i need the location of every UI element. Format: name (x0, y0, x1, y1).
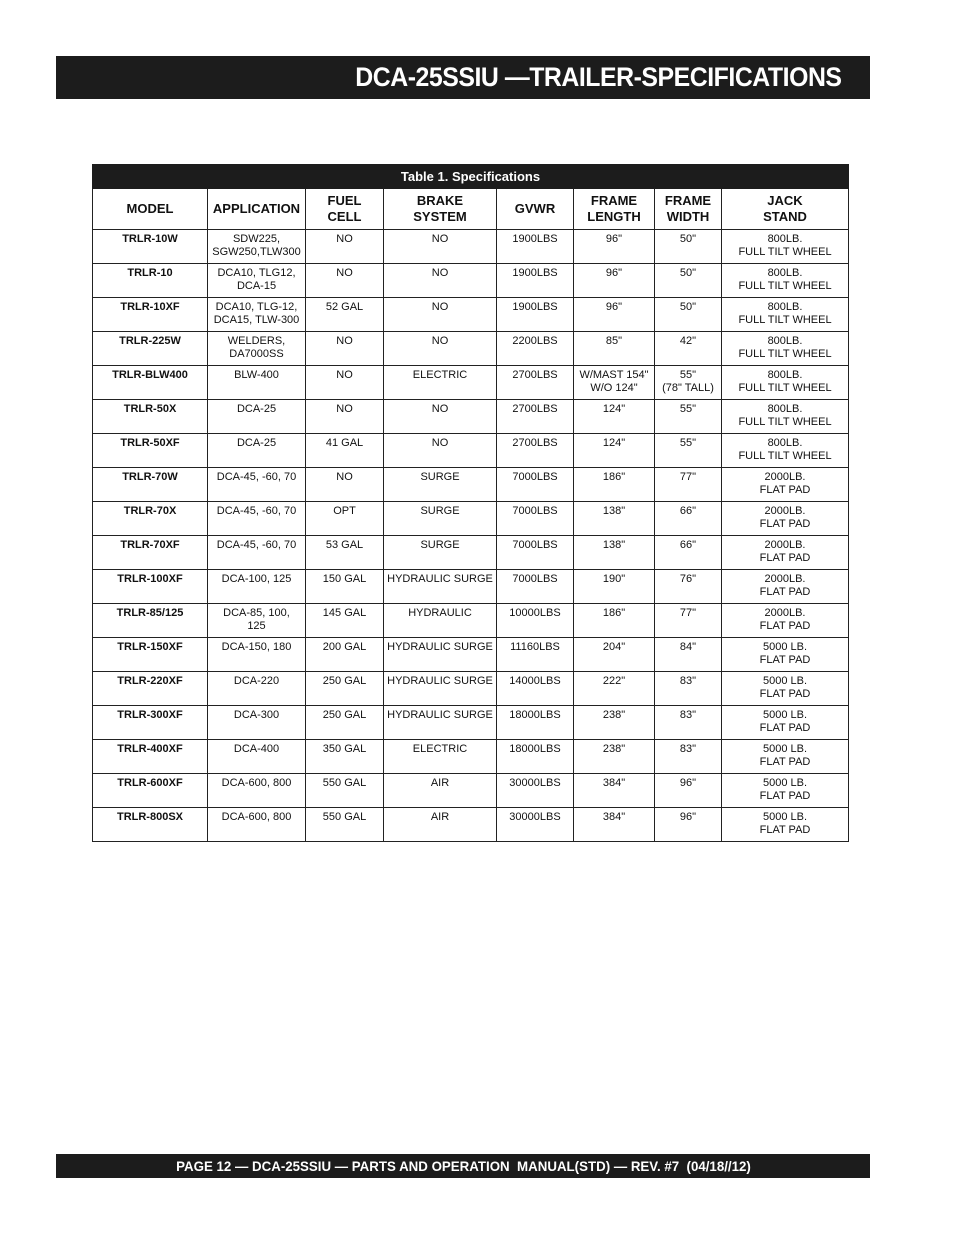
cell-brake-system: HYDRAULIC SURGE (384, 706, 497, 740)
cell-gvwr: 11160LBS (497, 638, 574, 672)
cell-model: TRLR-10W (93, 230, 208, 264)
cell-jack-stand: 800LB. FULL TILT WHEEL (722, 400, 849, 434)
cell-fuel-cell: 200 GAL (306, 638, 384, 672)
cell-brake-system: NO (384, 332, 497, 366)
cell-gvwr: 10000LBS (497, 604, 574, 638)
cell-brake-system: ELECTRIC (384, 366, 497, 400)
cell-fuel-cell: 550 GAL (306, 774, 384, 808)
cell-jack-stand: 2000LB. FLAT PAD (722, 604, 849, 638)
cell-application: DCA-600, 800 (208, 774, 306, 808)
cell-fuel-cell: 145 GAL (306, 604, 384, 638)
table-caption: Table 1. Specifications (92, 164, 849, 189)
cell-gvwr: 30000LBS (497, 808, 574, 842)
header-gvwr: GVWR (497, 189, 574, 230)
cell-frame-width: 84" (655, 638, 722, 672)
cell-frame-width: 96" (655, 774, 722, 808)
cell-model: TRLR-100XF (93, 570, 208, 604)
cell-application: DCA-220 (208, 672, 306, 706)
cell-jack-stand: 5000 LB. FLAT PAD (722, 808, 849, 842)
cell-frame-length: 222" (574, 672, 655, 706)
cell-frame-width: 66" (655, 502, 722, 536)
cell-fuel-cell: 250 GAL (306, 706, 384, 740)
cell-jack-stand: 800LB. FULL TILT WHEEL (722, 298, 849, 332)
cell-model: TRLR-600XF (93, 774, 208, 808)
cell-application: DCA-25 (208, 434, 306, 468)
specifications-table (92, 164, 849, 842)
table-row (93, 434, 849, 468)
cell-jack-stand: 5000 LB. FLAT PAD (722, 740, 849, 774)
cell-frame-width: 66" (655, 536, 722, 570)
cell-frame-width: 55" (655, 434, 722, 468)
cell-brake-system: SURGE (384, 468, 497, 502)
cell-application: WELDERS, DA7000SS (208, 332, 306, 366)
cell-fuel-cell: 53 GAL (306, 536, 384, 570)
cell-jack-stand: 5000 LB. FLAT PAD (722, 706, 849, 740)
cell-fuel-cell: NO (306, 468, 384, 502)
cell-gvwr: 2700LBS (497, 366, 574, 400)
footer-text: PAGE 12 — DCA-25SSIU — PARTS AND OPERATION MANUAL(STD) — REV. #7 (04/18//12) (175, 1158, 751, 1174)
cell-fuel-cell: OPT (306, 502, 384, 536)
cell-frame-length: 96" (574, 230, 655, 264)
cell-gvwr: 1900LBS (497, 264, 574, 298)
cell-model: TRLR-70X (93, 502, 208, 536)
cell-fuel-cell: 350 GAL (306, 740, 384, 774)
cell-model: TRLR-10 (93, 264, 208, 298)
cell-brake-system: NO (384, 400, 497, 434)
cell-frame-width: 83" (655, 706, 722, 740)
cell-application: DCA-600, 800 (208, 808, 306, 842)
cell-model: TRLR-150XF (93, 638, 208, 672)
cell-frame-width: 77" (655, 604, 722, 638)
cell-fuel-cell: NO (306, 230, 384, 264)
cell-frame-length: 138" (574, 536, 655, 570)
table-row (93, 638, 849, 672)
table-row (93, 332, 849, 366)
cell-frame-length: 124" (574, 434, 655, 468)
cell-brake-system: HYDRAULIC SURGE (384, 570, 497, 604)
cell-jack-stand: 2000LB. FLAT PAD (722, 502, 849, 536)
cell-jack-stand: 800LB. FULL TILT WHEEL (722, 366, 849, 400)
cell-brake-system: AIR (384, 774, 497, 808)
cell-fuel-cell: NO (306, 264, 384, 298)
cell-model: TRLR-300XF (93, 706, 208, 740)
cell-fuel-cell: NO (306, 332, 384, 366)
cell-brake-system: SURGE (384, 536, 497, 570)
table-row (93, 400, 849, 434)
cell-frame-length: 85" (574, 332, 655, 366)
cell-gvwr: 14000LBS (497, 672, 574, 706)
cell-jack-stand: 5000 LB. FLAT PAD (722, 774, 849, 808)
cell-jack-stand: 2000LB. FLAT PAD (722, 468, 849, 502)
cell-frame-length: 186" (574, 468, 655, 502)
page-title-bar (56, 56, 870, 99)
cell-frame-length: 96" (574, 264, 655, 298)
cell-brake-system: ELECTRIC (384, 740, 497, 774)
cell-gvwr: 2200LBS (497, 332, 574, 366)
header-application: APPLICATION (208, 189, 306, 230)
cell-gvwr: 1900LBS (497, 230, 574, 264)
cell-application: DCA-400 (208, 740, 306, 774)
cell-model: TRLR-70XF (93, 536, 208, 570)
cell-model: TRLR-220XF (93, 672, 208, 706)
cell-brake-system: NO (384, 230, 497, 264)
cell-gvwr: 7000LBS (497, 536, 574, 570)
cell-gvwr: 2700LBS (497, 400, 574, 434)
header-fuel-cell: FUEL CELL (306, 189, 384, 230)
cell-gvwr: 2700LBS (497, 434, 574, 468)
cell-application: DCA-85, 100, 125 (208, 604, 306, 638)
cell-frame-length: 138" (574, 502, 655, 536)
cell-frame-width: 55" (78" TALL) (655, 366, 722, 400)
header-model: MODEL (93, 189, 208, 230)
cell-application: DCA-150, 180 (208, 638, 306, 672)
header-brake-system: BRAKE SYSTEM (384, 189, 497, 230)
cell-frame-length: 384" (574, 808, 655, 842)
cell-frame-length: 238" (574, 706, 655, 740)
cell-jack-stand: 2000LB. FLAT PAD (722, 536, 849, 570)
cell-frame-width: 83" (655, 740, 722, 774)
cell-frame-length: 190" (574, 570, 655, 604)
cell-fuel-cell: NO (306, 400, 384, 434)
cell-application: DCA-45, -60, 70 (208, 468, 306, 502)
table-row (93, 672, 849, 706)
cell-jack-stand: 800LB. FULL TILT WHEEL (722, 332, 849, 366)
cell-application: DCA-25 (208, 400, 306, 434)
cell-jack-stand: 800LB. FULL TILT WHEEL (722, 230, 849, 264)
table-row (93, 502, 849, 536)
cell-application: DCA-300 (208, 706, 306, 740)
table-row (93, 808, 849, 842)
cell-brake-system: HYDRAULIC SURGE (384, 672, 497, 706)
cell-frame-length: 186" (574, 604, 655, 638)
table-body (93, 230, 849, 842)
cell-model: TRLR-70W (93, 468, 208, 502)
cell-fuel-cell: 52 GAL (306, 298, 384, 332)
cell-frame-width: 83" (655, 672, 722, 706)
cell-application: BLW-400 (208, 366, 306, 400)
cell-brake-system: NO (384, 264, 497, 298)
table-row (93, 230, 849, 264)
cell-gvwr: 7000LBS (497, 468, 574, 502)
cell-frame-length: W/MAST 154" W/O 124" (574, 366, 655, 400)
cell-fuel-cell: 250 GAL (306, 672, 384, 706)
page-title: DCA-25SSIU —TRAILER-SPECIFICATIONS (355, 62, 842, 92)
cell-brake-system: NO (384, 298, 497, 332)
cell-model: TRLR-50X (93, 400, 208, 434)
cell-jack-stand: 2000LB. FLAT PAD (722, 570, 849, 604)
cell-frame-width: 42" (655, 332, 722, 366)
cell-frame-width: 76" (655, 570, 722, 604)
cell-application: DCA-45, -60, 70 (208, 502, 306, 536)
cell-application: DCA-100, 125 (208, 570, 306, 604)
cell-jack-stand: 5000 LB. FLAT PAD (722, 672, 849, 706)
cell-jack-stand: 5000 LB. FLAT PAD (722, 638, 849, 672)
cell-gvwr: 18000LBS (497, 740, 574, 774)
cell-frame-length: 384" (574, 774, 655, 808)
cell-gvwr: 30000LBS (497, 774, 574, 808)
cell-fuel-cell: 550 GAL (306, 808, 384, 842)
cell-frame-width: 96" (655, 808, 722, 842)
header-frame-width: FRAME WIDTH (655, 189, 722, 230)
cell-fuel-cell: NO (306, 366, 384, 400)
table-row (93, 298, 849, 332)
cell-fuel-cell: 41 GAL (306, 434, 384, 468)
footer-bar (56, 1154, 870, 1178)
cell-frame-width: 50" (655, 264, 722, 298)
table-row (93, 468, 849, 502)
cell-gvwr: 7000LBS (497, 502, 574, 536)
cell-brake-system: HYDRAULIC (384, 604, 497, 638)
header-frame-length: FRAME LENGTH (574, 189, 655, 230)
cell-model: TRLR-50XF (93, 434, 208, 468)
cell-gvwr: 7000LBS (497, 570, 574, 604)
cell-model: TRLR-225W (93, 332, 208, 366)
cell-frame-length: 238" (574, 740, 655, 774)
cell-application: SDW225, SGW250,TLW300 (208, 230, 306, 264)
cell-application: DCA-45, -60, 70 (208, 536, 306, 570)
header-jack-stand: JACK STAND (722, 189, 849, 230)
cell-brake-system: HYDRAULIC SURGE (384, 638, 497, 672)
cell-application: DCA10, TLG12, DCA-15 (208, 264, 306, 298)
cell-frame-length: 124" (574, 400, 655, 434)
cell-brake-system: AIR (384, 808, 497, 842)
cell-model: TRLR-85/125 (93, 604, 208, 638)
cell-application: DCA10, TLG-12, DCA15, TLW-300 (208, 298, 306, 332)
cell-model: TRLR-BLW400 (93, 366, 208, 400)
cell-frame-width: 77" (655, 468, 722, 502)
cell-model: TRLR-10XF (93, 298, 208, 332)
table-header-row (93, 189, 849, 230)
table-row (93, 774, 849, 808)
table-row (93, 740, 849, 774)
cell-brake-system: NO (384, 434, 497, 468)
cell-model: TRLR-400XF (93, 740, 208, 774)
cell-frame-width: 55" (655, 400, 722, 434)
cell-fuel-cell: 150 GAL (306, 570, 384, 604)
table-row (93, 264, 849, 298)
cell-model: TRLR-800SX (93, 808, 208, 842)
table-row (93, 536, 849, 570)
cell-gvwr: 18000LBS (497, 706, 574, 740)
cell-jack-stand: 800LB. FULL TILT WHEEL (722, 264, 849, 298)
table-row (93, 604, 849, 638)
table-row (93, 570, 849, 604)
cell-frame-width: 50" (655, 230, 722, 264)
table-row (93, 366, 849, 400)
cell-gvwr: 1900LBS (497, 298, 574, 332)
table-row (93, 706, 849, 740)
cell-frame-length: 204" (574, 638, 655, 672)
cell-frame-width: 50" (655, 298, 722, 332)
cell-frame-length: 96" (574, 298, 655, 332)
cell-jack-stand: 800LB. FULL TILT WHEEL (722, 434, 849, 468)
cell-brake-system: SURGE (384, 502, 497, 536)
